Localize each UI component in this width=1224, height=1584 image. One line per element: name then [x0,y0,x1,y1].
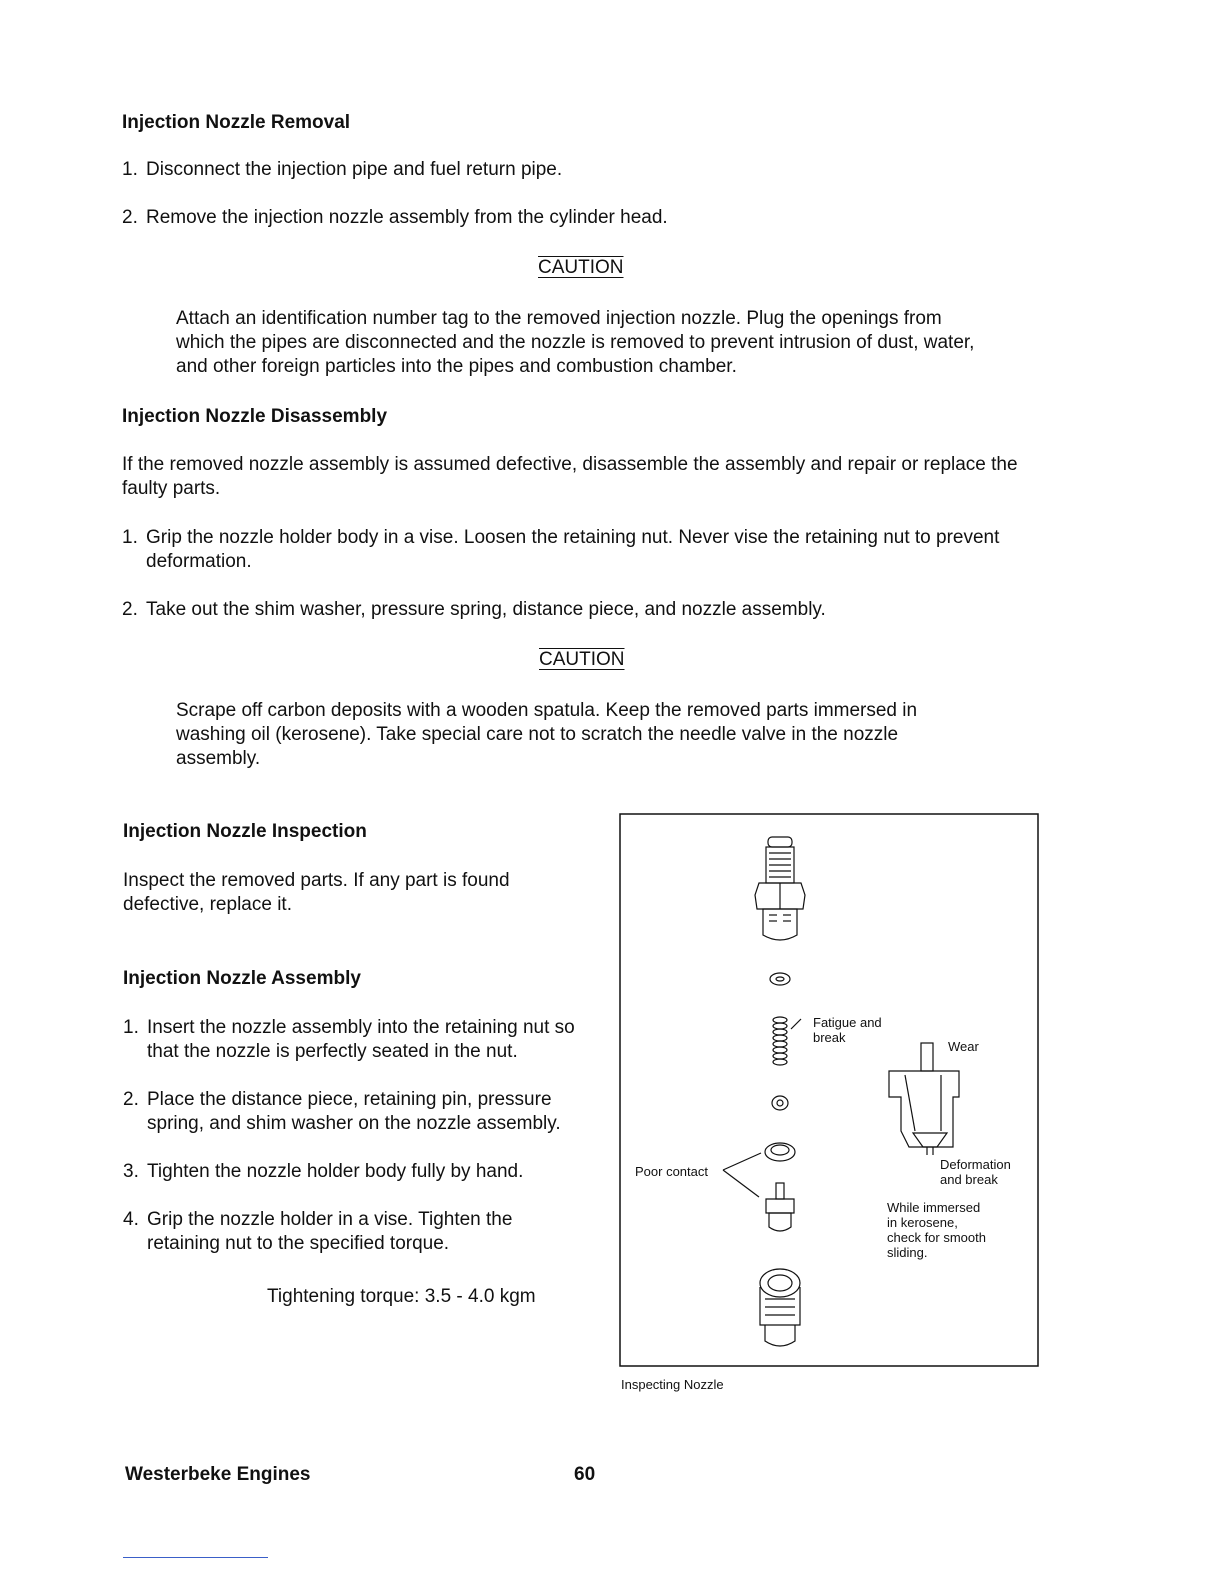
nozzle-holder-body-icon [755,837,805,940]
list-item: 2. Place the distance piece, retaining pin, pressure spring, and shim washer on the nozzle assembly. [123,1089,561,1134]
label-immersed: While immersed in kerosene, check for smooth sliding. [887,1200,986,1260]
list-item: 4. Grip the nozzle holder in a vise. Tighten the retaining nut to the specified torque. [123,1209,513,1254]
assembly-steps [123,1016,583,1256]
pressure-spring-icon [773,1017,801,1065]
label-poor-contact: Poor contact [635,1164,708,1179]
list-item: 1. Grip the nozzle holder body in a vise. Loosen the retaining nut. Never vise the retaining nut to prevent deformation. [122,527,1000,572]
list-item: 1. Insert the nozzle assembly into the retaining nut so that the nozzle is perfectly seated in the nut. [123,1017,575,1062]
shim-washer-icon [770,973,790,985]
caution-title-1: CAUTION [538,257,624,278]
retaining-nut-icon [760,1269,800,1346]
heading-assembly: Injection Nozzle Assembly [123,968,361,989]
label-deformation: Deformation and break [940,1157,1011,1187]
removal-steps [122,158,1062,230]
heading-disassembly: Injection Nozzle Disassembly [122,406,388,427]
list-item: 2. Take out the shim washer, pressure spring, distance piece, and nozzle assembly. [122,599,826,620]
caution-title-2: CAUTION [539,649,625,670]
list-item: 3. Tighten the nozzle holder body fully by hand. [123,1161,524,1182]
label-wear: Wear [948,1039,979,1054]
footer-brand: Westerbeke Engines [125,1464,311,1485]
heading-removal: Injection Nozzle Removal [122,112,351,133]
figure-inspecting-nozzle [619,813,1039,1367]
label-fatigue: Fatigue and break [813,1015,882,1045]
retaining-disc-icon [765,1143,795,1161]
disassembly-steps [122,526,1057,622]
caution-text-2: Scrape off carbon deposits with a wooden spatula. Keep the removed parts immersed in washing oil (kerosene). Take special care not to scratch the needle valve in the nozzle assembly. [176,700,918,769]
heading-inspection: Injection Nozzle Inspection [123,821,367,842]
list-item: 2. Remove the injection nozzle assembly from the cylinder head. [122,207,668,228]
inspection-text: Inspect the removed parts. If any part is found defective, replace it. [123,870,510,915]
nozzle-diagram [619,813,1039,1367]
caution-text-1: Attach an identification number tag to the removed injection nozzle. Plug the openings from which the pipes are disconnected and the nozzle is removed to prevent intrusion of dust, water, and other foreign particles into the pipes and combustion chamber. [176,308,975,377]
nozzle-assembly-icon [766,1183,794,1231]
list-item: 1. Disconnect the injection pipe and fuel return pipe. [122,159,563,180]
distance-piece-icon [772,1096,788,1110]
torque-spec: Tightening torque: 3.5 - 4.0 kgm [267,1286,536,1307]
page-number: 60 [574,1464,596,1485]
figure-caption: Inspecting Nozzle [621,1377,724,1392]
nozzle-detail-icon [889,1043,959,1155]
disassembly-intro: If the removed nozzle assembly is assumed defective, disassemble the assembly and repair or replace the faulty parts. [122,454,1018,499]
footer-rule [123,1557,268,1558]
